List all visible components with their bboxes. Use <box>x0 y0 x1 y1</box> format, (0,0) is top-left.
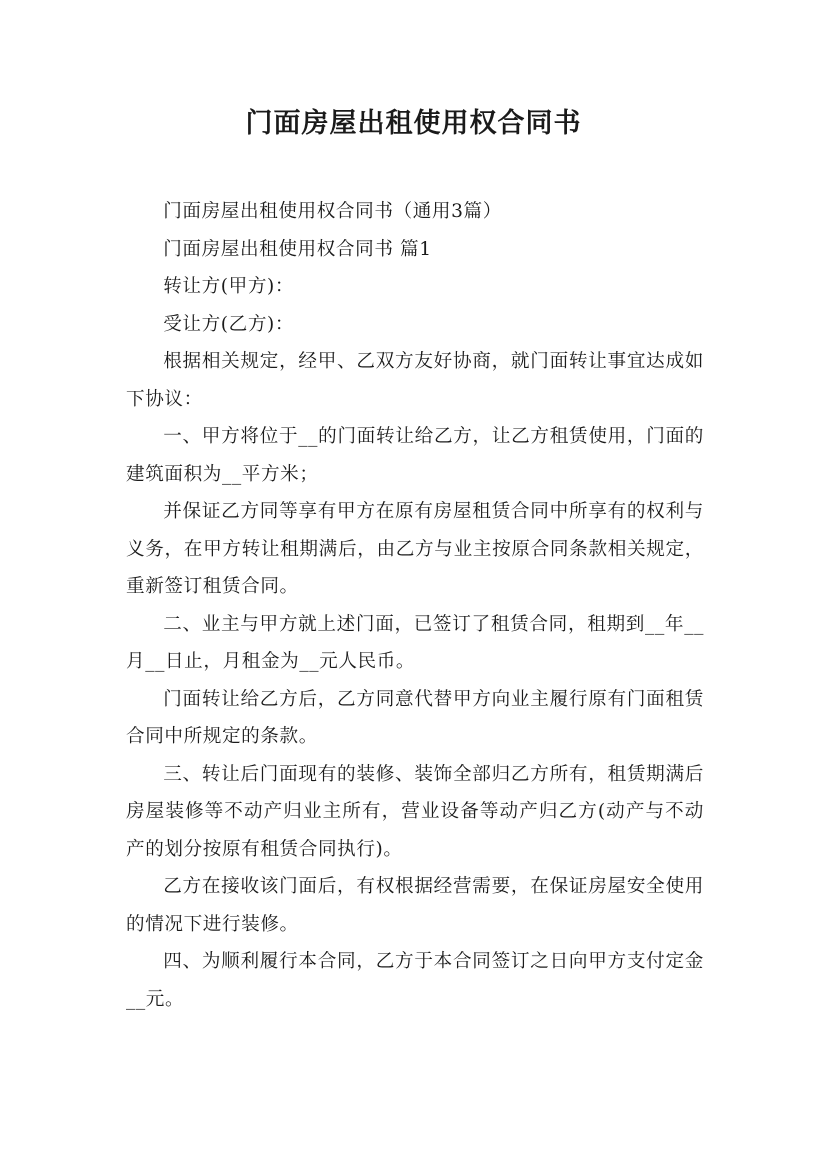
paragraph-clause-3-detail: 乙方在接收该门面后，有权根据经营需要，在保证房屋安全使用的情况下进行装修。 <box>126 876 704 935</box>
paragraph-clause-2: 二、业主与甲方就上述门面，已签订了租赁合同，租期到__年__月__日止，月租金为__元人民币。 <box>126 613 704 672</box>
document-title: 门面房屋出租使用权合同书 <box>245 108 582 139</box>
paragraph-preamble: 根据相关规定，经甲、乙双方友好协商，就门面转让事宜达成如下协议： <box>126 351 704 410</box>
paragraph-party-a: 转让方(甲方)： <box>163 276 295 297</box>
paragraph-clause-1-detail: 并保证乙方同等享有甲方在原有房屋租赁合同中所享有的权利与义务，在甲方转让租期满后，由乙方与业主按原合同条款相关规定，重新签订租赁合同。 <box>126 501 704 597</box>
paragraph-clause-1: 一、甲方将位于__的门面转让给乙方，让乙方租赁使用，门面的建筑面积为__平方米； <box>126 426 704 485</box>
paragraph-clause-3: 三、转让后门面现有的装修、装饰全部归乙方所有，租赁期满后房屋装修等不动产归业主所有，营业设备等动产归乙方(动产与不动产的划分按原有租赁合同执行)。 <box>126 763 704 860</box>
paragraph-party-b: 受让方(乙方)： <box>163 313 295 335</box>
paragraph-section-heading: 门面房屋出租使用权合同书 篇1 <box>163 238 432 260</box>
document-body <box>126 193 704 1018</box>
paragraph-subtitle: 门面房屋出租使用权合同书（通用3篇） <box>163 201 502 222</box>
paragraph-clause-2-detail: 门面转让给乙方后，乙方同意代替甲方向业主履行原有门面租赁合同中所规定的条款。 <box>126 688 704 747</box>
paragraph-clause-4: 四、为顺利履行本合同，乙方于本合同签订之日向甲方支付定金__元。 <box>126 951 704 1010</box>
